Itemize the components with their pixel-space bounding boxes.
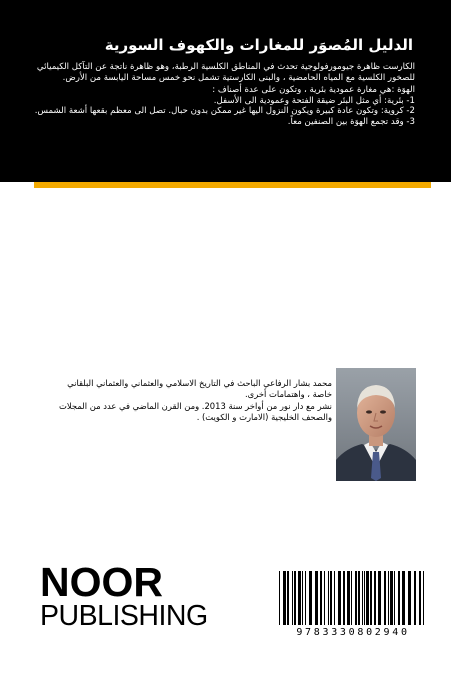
barcode-bar [320, 571, 322, 625]
barcode-bar [414, 571, 416, 625]
barcode-bar [366, 571, 369, 625]
barcode-bar [390, 571, 393, 625]
barcode-bar [362, 571, 363, 625]
synopsis-paragraph-karst: الكارست ظاهرة جيومورفولوجية تحدث في المناطق الكلسية الرطبة، وهو ظاهرة ناتجة عن التآكل الكيميائي للصخور الكلسية مع المياه الحامضية ، والبنى الكارستية تشمل نحو خمس مساحة اليابسة من الأرض. [36, 62, 415, 83]
barcode-bar [384, 571, 386, 625]
barcode-bar [279, 571, 280, 625]
barcode-bar [287, 571, 289, 625]
barcode-bar [423, 571, 424, 625]
barcode-bar [374, 571, 376, 625]
gold-divider-rule [34, 182, 431, 188]
logo-publishing-text: PUBLISHING [40, 600, 208, 632]
author-photo [336, 368, 416, 481]
synopsis-item-3: 3- وقد تجمع الهوَة بين الصنفين معاً. [287, 116, 415, 127]
barcode-bar [292, 571, 293, 625]
barcode-bar [315, 571, 318, 625]
isbn-barcode [273, 571, 433, 643]
synopsis-paragraph-chasm: الهوَة :هي مغارة عمودية بئرية ، وتكون على عدة أصناف : [212, 85, 415, 95]
barcode-bars [273, 571, 433, 627]
barcode-bar [305, 571, 306, 625]
barcode-bar [347, 571, 350, 625]
barcode-bar [419, 571, 421, 625]
barcode-bar [408, 571, 411, 625]
barcode-bar [283, 571, 286, 625]
book-title: الدليل المُصوَر للمغارات والكهوف السورية [104, 36, 413, 54]
logo-noor-text: NOOR [40, 559, 163, 605]
barcode-bar [378, 571, 381, 625]
noor-publishing-logo [40, 559, 210, 632]
barcode-bar [309, 571, 312, 625]
barcode-bar [398, 571, 400, 625]
barcode-bar [358, 571, 360, 625]
barcode-bar [302, 571, 303, 625]
barcode-bar [355, 571, 357, 625]
barcode-bar [328, 571, 329, 625]
barcode-bar [294, 571, 296, 625]
author-bio-line-2: نشر مع دار نور من أواخر سنة 2013. ومن القرن الماضي في عدد من المجلات والصحف الخليجية (الامارت و الكويت) . [59, 401, 332, 422]
barcode-bar [334, 571, 335, 625]
barcode-bar [388, 571, 389, 625]
barcode-bar [324, 571, 325, 625]
author-bio [48, 378, 332, 422]
barcode-bar [351, 571, 352, 625]
isbn-digits: 9783330802940 [296, 627, 410, 638]
barcode-bar [338, 571, 341, 625]
synopsis-item-1: 1- بئرية: أي مثل البئر ضيقة الفتحة وعمودية الى الأسفل. [213, 95, 415, 106]
barcode-bar [402, 571, 405, 625]
barcode-bar [364, 571, 365, 625]
synopsis [27, 62, 415, 127]
barcode-bar [394, 571, 395, 625]
author-bio-line-1: محمد بشار الرفاعي الباحث في التاريخ الاسلامي والعثماني والعثماني البلقاني خاصة ، واهتمامات أخرى. [67, 378, 332, 399]
barcode-bar [330, 571, 332, 625]
synopsis-item-2: 2- كروية: وتكون عادة كبيرة ويكون النزول اليها غير ممكن بدون حبال. تصل الى معظم بقعها أشعة الشمس. [34, 106, 415, 116]
barcode-bar [298, 571, 301, 625]
barcode-bar [343, 571, 345, 625]
barcode-bar [370, 571, 372, 625]
